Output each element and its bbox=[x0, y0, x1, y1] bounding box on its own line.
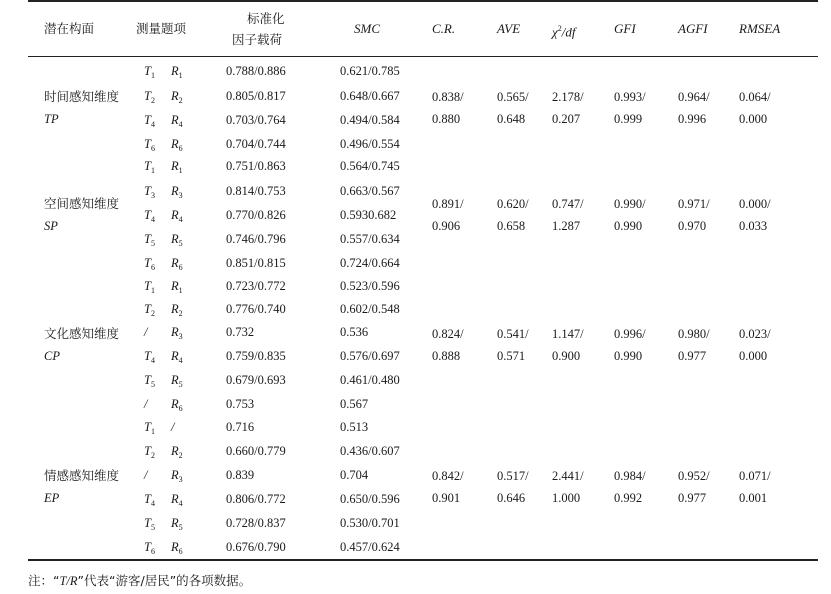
smc-value: 0.602/0.548 bbox=[340, 302, 400, 316]
header-loading-line2: 因子载荷 bbox=[232, 32, 283, 47]
item-tourist-letter: T bbox=[144, 159, 151, 173]
loading-value: 0.776/0.740 bbox=[226, 302, 286, 316]
header-item: 测量题项 bbox=[136, 21, 187, 36]
item-resident-subscript: 5 bbox=[178, 239, 183, 248]
gfi-value-line1: 0.993/ bbox=[614, 89, 646, 104]
smc-value: 0.523/0.596 bbox=[340, 279, 400, 293]
loading-value: 0.759/0.835 bbox=[226, 349, 286, 363]
item-resident bbox=[171, 159, 183, 175]
cr-value-line2: 0.888 bbox=[432, 349, 461, 363]
gfi-value-line2: 0.992 bbox=[614, 491, 643, 505]
item-resident-subscript: 1 bbox=[178, 71, 183, 80]
item-resident-subscript: 2 bbox=[178, 96, 183, 105]
loading-value: 0.770/0.826 bbox=[226, 208, 286, 222]
item-resident-letter: R bbox=[171, 64, 179, 78]
agfi-value-line2: 0.996 bbox=[678, 111, 707, 126]
cr-value-line1: 0.824/ bbox=[432, 327, 464, 341]
smc-value: 0.648/0.667 bbox=[340, 89, 400, 103]
loading-value: 0.851/0.815 bbox=[226, 256, 286, 270]
header-chi-rest: /df bbox=[561, 24, 576, 40]
construct-abbr: SP bbox=[44, 218, 58, 233]
header-chi-df bbox=[552, 22, 575, 39]
item-resident bbox=[171, 349, 183, 365]
item-resident bbox=[171, 113, 183, 129]
item-tourist-subscript: 1 bbox=[150, 71, 155, 80]
construct-name: 时间感知维度 bbox=[44, 88, 120, 104]
item-resident bbox=[171, 420, 174, 436]
item-resident-subscript: 3 bbox=[178, 332, 183, 341]
rmsea-value-line2: 0.000 bbox=[739, 349, 768, 363]
agfi-value-line1: 0.971/ bbox=[678, 196, 710, 211]
loading-value: 0.703/0.764 bbox=[226, 113, 286, 127]
gfi-value-line2: 0.999 bbox=[614, 111, 643, 126]
item-resident-subscript: 6 bbox=[178, 404, 183, 413]
item-tourist bbox=[144, 64, 155, 80]
loading-value: 0.676/0.790 bbox=[226, 540, 286, 554]
chi-value-line2: 0.900 bbox=[552, 349, 581, 363]
item-tourist-subscript: 5 bbox=[150, 239, 155, 248]
item-tourist-subscript: 1 bbox=[150, 427, 155, 436]
item-resident bbox=[171, 64, 183, 80]
item-resident-letter: / bbox=[171, 420, 175, 434]
ave-value-line2: 0.648 bbox=[497, 111, 526, 126]
smc-value: 0.704 bbox=[340, 468, 369, 482]
gfi-value-line2: 0.990 bbox=[614, 349, 643, 363]
item-tourist-letter: T bbox=[144, 302, 151, 316]
header-chi-sup: 2 bbox=[557, 24, 562, 33]
item-tourist bbox=[144, 89, 155, 105]
construct-name: 情感感知维度 bbox=[44, 468, 120, 483]
item-resident bbox=[171, 137, 183, 153]
item-resident-subscript: 2 bbox=[178, 451, 183, 460]
item-tourist-subscript: 6 bbox=[150, 144, 155, 153]
item-tourist bbox=[144, 349, 155, 365]
ave-value-line1: 0.541/ bbox=[497, 327, 529, 341]
gfi-value-line1: 0.984/ bbox=[614, 469, 646, 483]
smc-value: 0.496/0.554 bbox=[340, 137, 400, 151]
loading-value: 0.814/0.753 bbox=[226, 184, 286, 198]
item-resident-subscript: 3 bbox=[178, 191, 183, 200]
item-resident-letter: R bbox=[171, 89, 179, 103]
rmsea-value-line1: 0.023/ bbox=[739, 327, 771, 341]
item-tourist bbox=[144, 373, 155, 389]
item-resident bbox=[171, 208, 183, 224]
item-resident bbox=[171, 444, 183, 460]
item-resident-letter: R bbox=[171, 492, 179, 506]
agfi-value-line2: 0.977 bbox=[678, 491, 707, 505]
item-resident-letter: R bbox=[171, 349, 179, 363]
item-resident-letter: R bbox=[171, 444, 179, 458]
item-resident bbox=[171, 397, 183, 413]
item-tourist-letter: T bbox=[144, 444, 151, 458]
rmsea-value-line2: 0.033 bbox=[739, 218, 768, 233]
gfi-value-line2: 0.990 bbox=[614, 218, 643, 233]
item-resident bbox=[171, 492, 183, 508]
item-tourist bbox=[144, 208, 155, 224]
item-tourist bbox=[144, 137, 155, 153]
item-tourist-letter: T bbox=[144, 113, 151, 127]
item-tourist bbox=[144, 325, 147, 341]
item-tourist bbox=[144, 279, 155, 295]
smc-value: 0.564/0.745 bbox=[340, 159, 400, 173]
item-resident-subscript: 5 bbox=[178, 523, 183, 532]
item-resident bbox=[171, 516, 183, 532]
cr-value-line1: 0.838/ bbox=[432, 89, 464, 104]
item-tourist bbox=[144, 256, 155, 272]
chi-value-line2: 0.207 bbox=[552, 111, 581, 126]
item-tourist-subscript: 1 bbox=[150, 166, 155, 175]
item-tourist-letter: T bbox=[144, 256, 151, 270]
chi-value-line1: 0.747/ bbox=[552, 196, 584, 211]
item-resident-letter: R bbox=[171, 256, 179, 270]
item-resident-letter: R bbox=[171, 373, 179, 387]
item-tourist bbox=[144, 540, 155, 556]
item-resident-subscript: 4 bbox=[178, 356, 183, 365]
item-tourist bbox=[144, 184, 155, 200]
item-resident-letter: R bbox=[171, 208, 179, 222]
item-resident bbox=[171, 468, 183, 484]
item-tourist bbox=[144, 468, 147, 484]
loading-value: 0.679/0.693 bbox=[226, 373, 286, 387]
smc-value: 0.663/0.567 bbox=[340, 184, 400, 198]
chi-value-line1: 1.147/ bbox=[552, 327, 584, 341]
header-gfi: GFI bbox=[614, 21, 636, 36]
item-resident-letter: R bbox=[171, 232, 179, 246]
item-tourist-subscript: 6 bbox=[150, 547, 155, 556]
construct-name: 空间感知维度 bbox=[44, 195, 120, 211]
item-resident-subscript: 6 bbox=[178, 144, 183, 153]
measurement-model-table bbox=[28, 0, 818, 594]
item-tourist-letter: T bbox=[144, 279, 151, 293]
item-resident-subscript: 2 bbox=[178, 309, 183, 318]
rmsea-value-line2: 0.001 bbox=[739, 491, 768, 505]
header-cr: C.R. bbox=[432, 21, 456, 36]
item-resident-letter: R bbox=[171, 397, 179, 411]
item-tourist-letter: T bbox=[144, 64, 151, 78]
smc-value: 0.494/0.584 bbox=[340, 113, 400, 127]
smc-value: 0.530/0.701 bbox=[340, 516, 400, 530]
item-resident bbox=[171, 232, 183, 248]
item-tourist-letter: T bbox=[144, 137, 151, 151]
item-resident-letter: R bbox=[171, 516, 179, 530]
item-tourist-subscript: 4 bbox=[150, 215, 155, 224]
loading-value: 0.746/0.796 bbox=[226, 232, 286, 246]
smc-value: 0.557/0.634 bbox=[340, 232, 400, 246]
item-resident-letter: R bbox=[171, 279, 179, 293]
loading-value: 0.728/0.837 bbox=[226, 516, 286, 530]
ave-value-line2: 0.658 bbox=[497, 218, 526, 233]
gfi-value-line1: 0.990/ bbox=[614, 196, 646, 211]
item-tourist-subscript: 2 bbox=[150, 96, 155, 105]
item-tourist bbox=[144, 492, 155, 508]
loading-value: 0.723/0.772 bbox=[226, 279, 286, 293]
cr-value-line1: 0.891/ bbox=[432, 196, 464, 211]
cr-value-line2: 0.906 bbox=[432, 218, 461, 233]
item-resident-letter: R bbox=[171, 184, 179, 198]
loading-value: 0.839 bbox=[226, 468, 255, 482]
header-ave: AVE bbox=[497, 21, 521, 36]
smc-value: 0.461/0.480 bbox=[340, 373, 400, 387]
item-tourist-letter: / bbox=[144, 325, 148, 339]
top-rule bbox=[28, 0, 818, 2]
loading-value: 0.716 bbox=[226, 420, 255, 434]
item-resident-subscript: 5 bbox=[178, 380, 183, 389]
item-tourist bbox=[144, 302, 155, 318]
item-resident-letter: R bbox=[171, 302, 179, 316]
item-resident-letter: R bbox=[171, 113, 179, 127]
item-resident-subscript: 3 bbox=[178, 475, 183, 484]
item-resident bbox=[171, 256, 183, 272]
item-tourist bbox=[144, 420, 155, 436]
smc-value: 0.457/0.624 bbox=[340, 540, 400, 554]
item-tourist-letter: T bbox=[144, 492, 151, 506]
header-construct: 潜在构面 bbox=[44, 21, 95, 36]
item-tourist bbox=[144, 232, 155, 248]
item-resident-subscript: 4 bbox=[178, 215, 183, 224]
cr-value-line1: 0.842/ bbox=[432, 469, 464, 483]
item-resident-subscript: 1 bbox=[178, 166, 183, 175]
chi-value-line1: 2.178/ bbox=[552, 89, 584, 104]
loading-value: 0.805/0.817 bbox=[226, 89, 286, 103]
item-resident-subscript: 6 bbox=[178, 263, 183, 272]
header-rmsea: RMSEA bbox=[739, 21, 781, 36]
item-tourist-letter: T bbox=[144, 420, 151, 434]
rmsea-value-line2: 0.000 bbox=[739, 111, 768, 126]
agfi-value-line2: 0.970 bbox=[678, 218, 707, 233]
item-resident-letter: R bbox=[171, 540, 179, 554]
item-tourist-letter: T bbox=[144, 540, 151, 554]
smc-value: 0.621/0.785 bbox=[340, 64, 400, 78]
note-symbol: T/R bbox=[59, 574, 78, 588]
rmsea-value-line1: 0.064/ bbox=[739, 89, 771, 104]
ave-value-line1: 0.620/ bbox=[497, 196, 529, 211]
item-tourist-letter: / bbox=[144, 468, 148, 482]
smc-value: 0.513 bbox=[340, 420, 369, 434]
item-tourist bbox=[144, 159, 155, 175]
item-resident-letter: R bbox=[171, 159, 179, 173]
item-tourist-letter: T bbox=[144, 89, 151, 103]
item-resident-subscript: 4 bbox=[178, 499, 183, 508]
construct-abbr: EP bbox=[44, 491, 60, 505]
item-resident-subscript: 1 bbox=[178, 286, 183, 295]
header-chi-symbol: χ bbox=[552, 24, 558, 40]
item-tourist-letter: T bbox=[144, 208, 151, 222]
item-resident bbox=[171, 302, 183, 318]
rmsea-value-line1: 0.000/ bbox=[739, 196, 771, 211]
agfi-value-line2: 0.977 bbox=[678, 349, 707, 363]
item-tourist-subscript: 3 bbox=[150, 191, 155, 200]
gfi-value-line1: 0.996/ bbox=[614, 327, 646, 341]
smc-value: 0.724/0.664 bbox=[340, 256, 400, 270]
smc-value: 0.536 bbox=[340, 325, 369, 339]
header-smc: SMC bbox=[354, 21, 380, 36]
item-resident-letter: R bbox=[171, 137, 179, 151]
chi-value-line2: 1.287 bbox=[552, 218, 581, 233]
item-tourist-subscript: 1 bbox=[150, 286, 155, 295]
table-note bbox=[28, 571, 251, 589]
agfi-value-line1: 0.964/ bbox=[678, 89, 710, 104]
item-tourist-subscript: 2 bbox=[150, 309, 155, 318]
ave-value-line1: 0.517/ bbox=[497, 469, 529, 483]
chi-value-line1: 2.441/ bbox=[552, 469, 584, 483]
item-resident-letter: R bbox=[171, 325, 179, 339]
item-resident-subscript: 4 bbox=[178, 120, 183, 129]
item-tourist-subscript: 6 bbox=[150, 263, 155, 272]
bottom-rule bbox=[28, 559, 818, 561]
item-resident bbox=[171, 184, 183, 200]
item-tourist-letter: T bbox=[144, 516, 151, 530]
item-tourist-letter: T bbox=[144, 373, 151, 387]
smc-value: 0.650/0.596 bbox=[340, 492, 400, 506]
loading-value: 0.704/0.744 bbox=[226, 137, 286, 151]
item-tourist-subscript: 4 bbox=[150, 356, 155, 365]
loading-value: 0.788/0.886 bbox=[226, 64, 286, 78]
item-tourist-subscript: 2 bbox=[150, 451, 155, 460]
item-resident bbox=[171, 540, 183, 556]
smc-value: 0.576/0.697 bbox=[340, 349, 400, 363]
item-tourist-letter: / bbox=[144, 397, 148, 411]
construct-abbr: TP bbox=[44, 111, 59, 126]
loading-value: 0.660/0.779 bbox=[226, 444, 286, 458]
note-suffix: ”代表“游客/居民”的各项数据。 bbox=[77, 573, 252, 588]
construct-name: 文化感知维度 bbox=[44, 326, 120, 341]
smc-value: 0.567 bbox=[340, 397, 369, 411]
rmsea-value-line1: 0.071/ bbox=[739, 469, 771, 483]
loading-value: 0.751/0.863 bbox=[226, 159, 286, 173]
item-resident bbox=[171, 89, 183, 105]
smc-value: 0.436/0.607 bbox=[340, 444, 400, 458]
item-resident-subscript: 6 bbox=[178, 547, 183, 556]
item-tourist-letter: T bbox=[144, 349, 151, 363]
item-tourist bbox=[144, 397, 147, 413]
header-rule bbox=[28, 56, 818, 57]
item-tourist-subscript: 4 bbox=[150, 499, 155, 508]
item-tourist-letter: T bbox=[144, 184, 151, 198]
cr-value-line2: 0.901 bbox=[432, 491, 461, 505]
construct-abbr: CP bbox=[44, 349, 60, 363]
item-resident bbox=[171, 325, 183, 341]
header-agfi: AGFI bbox=[678, 21, 708, 36]
loading-value: 0.806/0.772 bbox=[226, 492, 286, 506]
item-resident-letter: R bbox=[171, 468, 179, 482]
item-tourist-subscript: 4 bbox=[150, 120, 155, 129]
ave-value-line2: 0.646 bbox=[497, 491, 526, 505]
smc-value: 0.5930.682 bbox=[340, 208, 397, 222]
item-tourist bbox=[144, 444, 155, 460]
note-prefix: 注：“ bbox=[28, 573, 60, 588]
cr-value-line2: 0.880 bbox=[432, 111, 461, 126]
loading-value: 0.753 bbox=[226, 397, 255, 411]
item-tourist-subscript: 5 bbox=[150, 380, 155, 389]
item-resident bbox=[171, 373, 183, 389]
ave-value-line1: 0.565/ bbox=[497, 89, 529, 104]
ave-value-line2: 0.571 bbox=[497, 349, 526, 363]
item-tourist-subscript: 5 bbox=[150, 523, 155, 532]
header-loading-line1: 标准化 bbox=[247, 11, 285, 26]
chi-value-line2: 1.000 bbox=[552, 491, 581, 505]
item-tourist-letter: T bbox=[144, 232, 151, 246]
item-tourist bbox=[144, 113, 155, 129]
item-tourist bbox=[144, 516, 155, 532]
loading-value: 0.732 bbox=[226, 325, 255, 339]
agfi-value-line1: 0.952/ bbox=[678, 469, 710, 483]
item-resident bbox=[171, 279, 183, 295]
agfi-value-line1: 0.980/ bbox=[678, 327, 710, 341]
